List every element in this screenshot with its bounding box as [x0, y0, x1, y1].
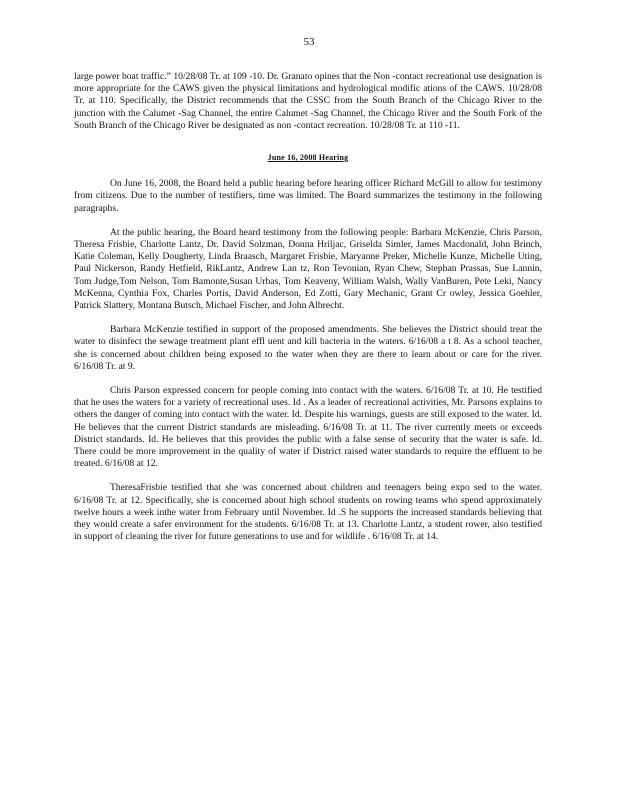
- paragraph-hearing-intro: On June 16, 2008, the Board held a public hearing before hearing officer Richard McGill to allow for testimony from citizens. Due to the number of testifiers, time was limited. The Board summarizes the testimony in the following paragraphs.: [74, 178, 542, 214]
- paragraph-testifier-list: At the public hearing, the Board heard testimony from the following people: Barbara McKenzie, Chris Parson, Theresa Frisbie, Charlotte Lantz, Dr. David Solzman, Donna Hriljac, Griselda Simler, James Macdonald, John Brinch, Katie Coleman, Kelly Dougherty, Linda Braasch, Margaret Frisbie, Maryanne Preker, Michelle Kunze, Michelle Uting, Paul Nickerson, Randy Hetfield, RikLantz, Andrew Lan tz, Ron Tevonian, Ryan Chew, Stephan Prassas, Sue Lannin, Tom Judge,Tom Nelson, Tom Bamonte,Susan Urbas, Tom Keaveny, William Walsh, Wally VanBuren, Pete Leki, Nancy McKenna, Cynthia Fox, Charles Portis, David Anderson, Ed Zotti, Gary Mechanic, Grant Cr owley, Jessica Goehler, Patrick Slattery, Montana Butsch, Michael Fischer, and John Albrecht.: [74, 226, 542, 312]
- paragraph-frisbie-testimony: TheresaFrisbie testified that she was concerned about children and teenagers being expo sed to the water. 6/16/08 Tr. at 12. Specifically, she is concerned about high school students on rowing teams who spend approximately twelve hours a week inthe water from February until November. Id .S he supports the increased standards believing that they would create a safer environment for the students. 6/16/08 Tr. at 13. Charlotte Lantz, a student rower, also testified in support of cleaning the river for future generations to use and for wildlife . 6/16/08 Tr. at 14.: [74, 482, 542, 543]
- document-body: [74, 71, 542, 556]
- page-number: 53: [303, 36, 315, 48]
- section-heading-text: June 16, 2008 Hearing: [267, 153, 349, 163]
- paragraph-mckenzie-testimony: Barbara McKenzie testified in support of the proposed amendments. She believes the District should treat the water to disinfect the sewage treatment plant effl uent and kill bacteria in the waters. 6/16/08 a t 8. As a school teacher, she is concerned about children being exposed to the water when they are there to learn about or care for the river. 6/16/08 Tr. at 9.: [74, 324, 542, 372]
- section-heading: [74, 152, 542, 164]
- paragraph-parson-testimony: Chris Parson expressed concern for people coming into contact with the waters. 6/16/08 Tr. at 10. He testified that he uses the waters for a variety of recreational uses. Id . As a leader of recreational activities, Mr. Parsons explains to others the danger of coming into contact with the water. Id. Despite his warnings, guests are still exposed to the water. Id. He believes that the current District standards are misleading. 6/16/08 Tr. at 11. The river currently meets or exceeds District standards. Id. He believes that this provides the public with a false sense of security that the water is safe. Id. There could be more improvement in the quality of water if District raised water standards to require the effluent to be treated. 6/16/08 at 12.: [74, 385, 542, 470]
- paragraph-granato-testimony: large power boat traffic.” 10/28/08 Tr. at 109 -10. Dr. Granato opines that the Non -contact recreational use designation is more appropriate for the CAWS given the physical limitations and hydrological modific ations of the CAWS. 10/28/08 Tr. at 110. Specifically, the District recommends that the CSSC from the South Branch of the Chicago River to the junction with the Calumet -Sag Channel, the entire Calumet -Sag Channel, the Chicago River and the South Fork of the South Branch of the Chicago River be designated as non -contact recreation. 10/28/08 Tr. at 110 -11.: [74, 71, 542, 131]
